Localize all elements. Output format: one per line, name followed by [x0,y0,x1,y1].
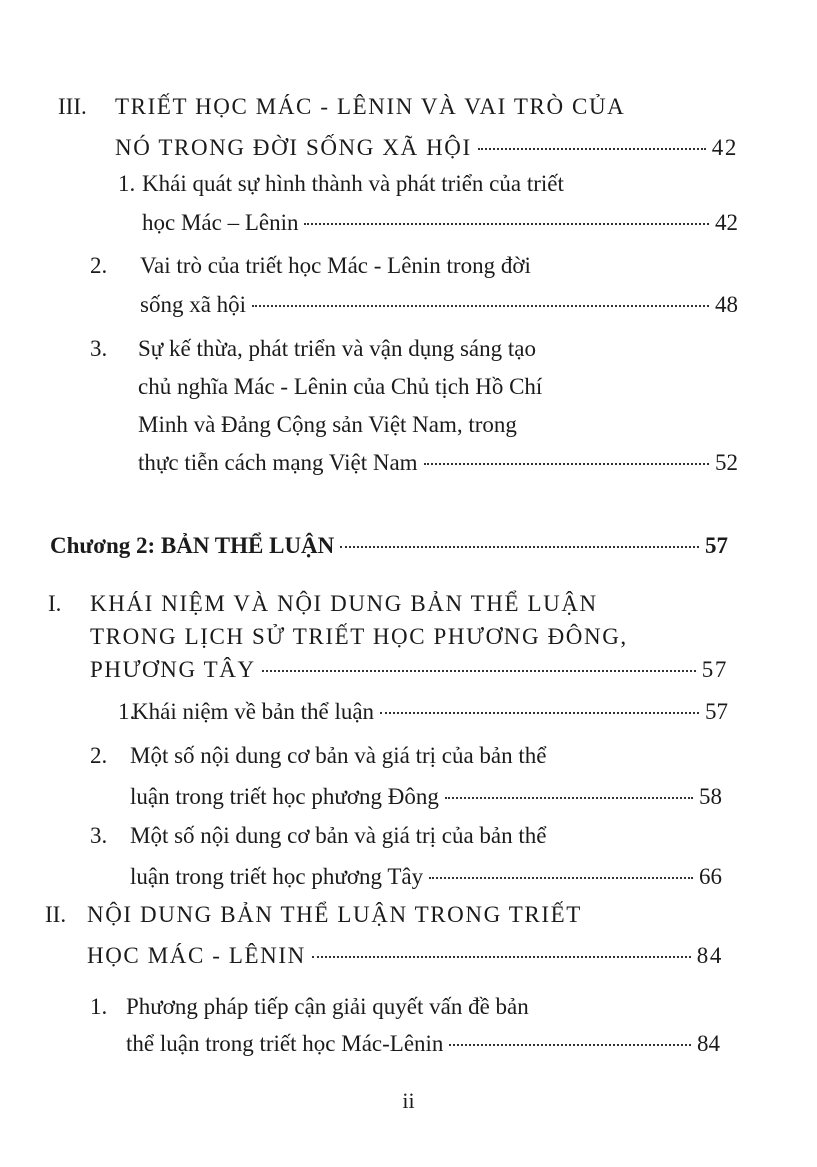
item-number: 3. [90,823,108,848]
dot-leader [380,712,699,714]
section-title-line: NỘI DUNG BẢN THỂ LUẬN TRONG TRIẾT [87,902,582,927]
dot-leader [252,305,709,307]
chapter-title: Chương 2: BẢN THỂ LUẬN [50,533,335,558]
page-number: 58 [699,784,722,809]
item-number: 1. [118,699,136,724]
item-title-text: luận trong triết học phương Tây [130,864,424,889]
item-title-line: Một số nội dung cơ bản và giá trị của bản thể [130,823,547,848]
dot-leader [445,797,693,799]
dot-leader [262,670,696,672]
section-title-text: NÓ TRONG ĐỜI SỐNG XÃ HỘI [115,135,472,160]
page-number: 57 [705,699,728,724]
item-title-last-line [130,785,722,808]
dot-leader [449,1044,691,1046]
item-title-line: Minh và Đảng Cộng sản Việt Nam, trong [138,412,517,437]
dot-leader [304,223,709,225]
page-number: 42 [715,210,738,235]
item-title-text: thể luận trong triết học Mác-Lênin [126,1031,444,1056]
item-title-line: Vai trò của triết học Mác - Lênin trong đời [140,253,531,278]
page-number: 84 [696,943,723,968]
item-title-last-line [142,211,738,234]
section-title-last-line [90,658,728,681]
item-title-line: Một số nội dung cơ bản và giá trị của bản thể [130,743,547,768]
section-title-line: TRONG LỊCH SỬ TRIẾT HỌC PHƯƠNG ĐÔNG, [90,624,628,649]
item-title-last-line [140,293,738,316]
item-title-last-line [126,1032,720,1055]
page-number: 48 [715,292,738,317]
dot-leader [478,148,706,150]
dot-leader [424,463,709,465]
section-title-text: PHƯƠNG TÂY [90,657,256,682]
section-title-line: KHÁI NIỆM VÀ NỘI DUNG BẢN THỂ LUẬN [90,591,598,616]
item-title-last-line [130,865,722,888]
section-title-last-line [115,136,738,159]
item-title-last-line [132,700,728,723]
item-title-line: Khái quát sự hình thành và phát triển của triết [142,171,564,196]
item-number: 2. [90,253,108,278]
item-title-last-line [138,451,738,474]
item-title-text: học Mác – Lênin [142,210,299,235]
chapter-heading [50,534,728,557]
page-footer-number: ii [402,1088,415,1113]
page-number: 57 [705,533,728,558]
page-number: 52 [715,450,738,475]
dot-leader [312,956,691,958]
item-title-text: luận trong triết học phương Đông [130,784,439,809]
item-title-text: thực tiễn cách mạng Việt Nam [138,450,418,475]
section-number: I. [48,591,62,616]
item-number: 1. [90,994,108,1019]
item-title-text: Khái niệm về bản thể luận [132,699,375,724]
page-number: 42 [711,135,738,160]
section-number: III. [58,94,87,119]
item-title-line: Sự kế thừa, phát triển và vận dụng sáng tạo [138,336,536,361]
page-number: 57 [701,657,728,682]
dot-leader [340,546,699,548]
item-number: 3. [90,336,108,361]
page-number: 66 [699,864,722,889]
section-title-last-line [87,944,723,967]
page-number: 84 [697,1031,720,1056]
item-title-line: chủ nghĩa Mác - Lênin của Chủ tịch Hồ Chí [138,374,543,399]
item-title-line: Phương pháp tiếp cận giải quyết vấn đề bản [126,994,529,1019]
dot-leader [429,877,693,879]
item-title-text: sống xã hội [140,292,247,317]
section-number: II. [45,902,67,927]
item-number: 1. [118,171,136,196]
item-number: 2. [90,743,108,768]
section-title-line: TRIẾT HỌC MÁC - LÊNIN VÀ VAI TRÒ CỦA [115,94,626,119]
section-title-text: HỌC MÁC - LÊNIN [87,943,306,968]
